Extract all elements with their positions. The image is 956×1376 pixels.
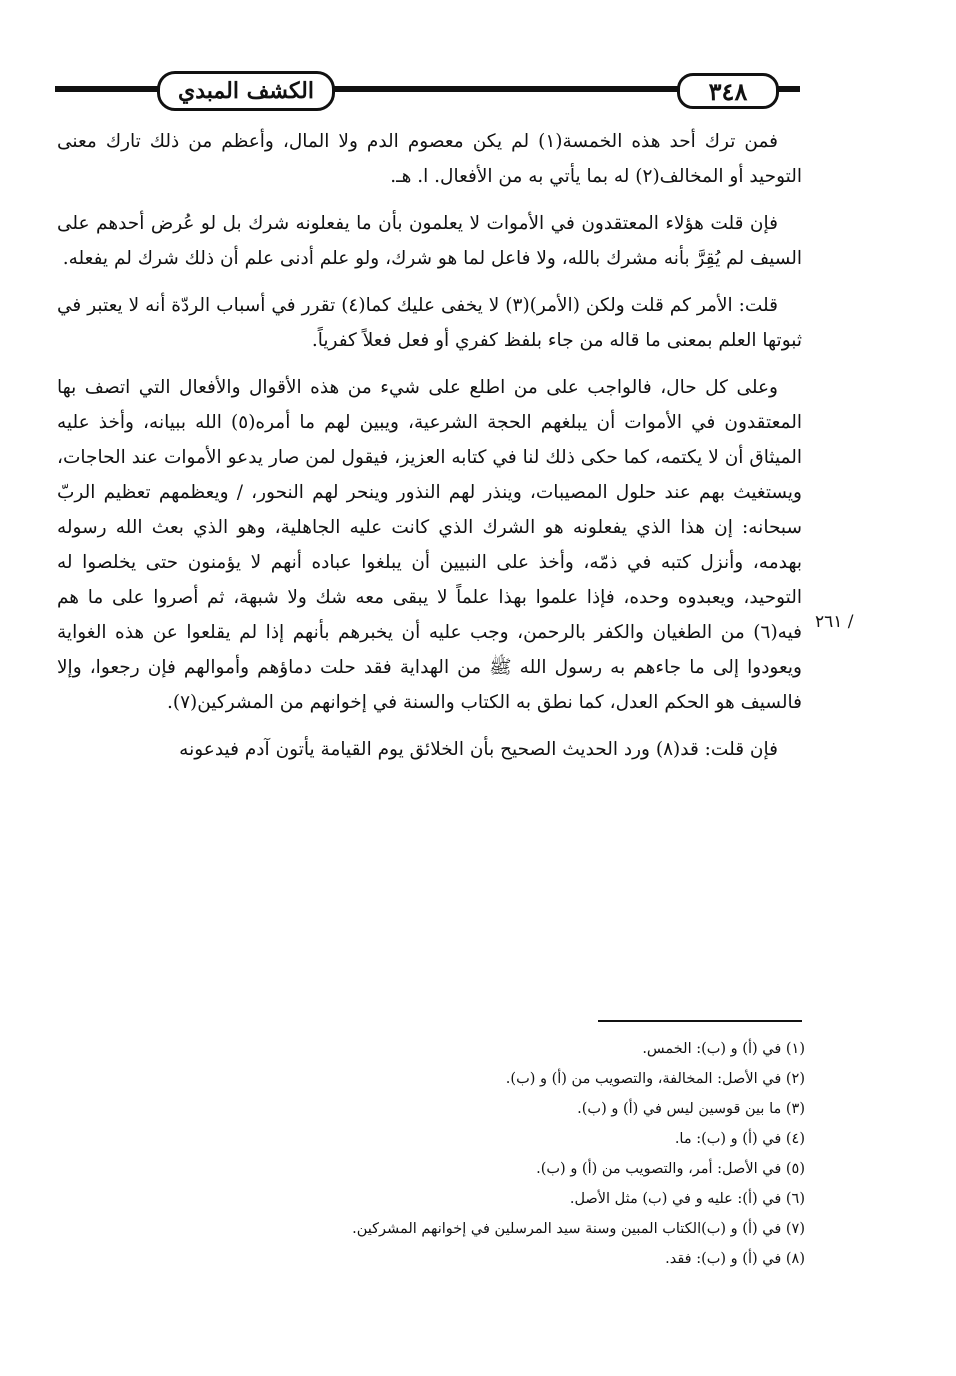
paragraph: فإن قلت هؤلاء المعتقدون في الأموات لا يعلمون بأن ما يفعلونه شرك بل لو عُرض أحدهم على السيف لم يُقِرَّ بأنه مشرك بالله، ولا فاعل لما هو شرك، ولو علم أدنى علم أن ذلك شرك لم يفعله. — [57, 213, 802, 269]
footnote: (٣) ما بين قوسين ليس في (أ) و (ب). — [577, 1101, 805, 1117]
paragraph: قلت: الأمر كم قلت ولكن (الأمر)(٣) لا يخفى عليك كما(٤) تقرر في أسباب الردّة أنه لا يعتبر في ثبوتها العلم بمعنى ما قاله من جاء بلفظ كفري أو فعل فعلاً كفرياً. — [57, 295, 802, 351]
paragraph: فمن ترك أحد هذه الخمسة(١) لم يكن معصوم الدم ولا المال، وأعظم من ذلك تارك معنى التوحيد أو المخالف(٢) له بما يأتي به من الأفعال. ا. هـ. — [57, 131, 802, 187]
footnotes — [200, 1034, 805, 1274]
book-title: الكشف المبدي — [178, 78, 314, 104]
footnote-separator — [598, 1020, 802, 1022]
manuscript-page-marker: / ٢٦١ — [815, 612, 854, 632]
page-header — [55, 68, 800, 110]
page-number: ٣٤٨ — [708, 76, 748, 106]
page-number-cartouche — [677, 73, 779, 109]
footnote: (٥) في الأصل: أمر، والتصويب من (أ) و (ب). — [536, 1161, 805, 1177]
footnote: (٦) في (أ): عليه و في (ب) مثل الأصل. — [569, 1191, 805, 1207]
book-title-cartouche — [157, 71, 335, 111]
paragraph: فإن قلت: قد(٨) ورد الحديث الصحيح بأن الخلائق يوم القيامة يأتون آدم فيدعونه — [179, 739, 778, 760]
footnote: (٨) في (أ) و (ب): فقد. — [665, 1251, 805, 1267]
main-text — [57, 124, 802, 779]
footnote: (٢) في الأصل: المخالفة، والتصويب من (أ) و (ب). — [505, 1071, 805, 1087]
footnote: (٤) في (أ) و (ب): ما. — [674, 1131, 805, 1147]
footnote: (٧) في (أ) و (ب)الكتاب المبين وسنة سيد المرسلين في إخوانهم المشركين. — [352, 1221, 805, 1237]
footnote: (١) في (أ) و (ب): الخمس. — [642, 1041, 805, 1057]
paragraph: وعلى كل حال، فالواجب على من اطلع على شيء من هذه الأقوال والأفعال التي اتصف بها المعتقدون في الأموات أن يبلغهم الحجة الشرعية، ويبين لهم ما أمره(٥) الله ببيانه، وأخذ عليه الميثاق أن لا يكتمه، كما حكى ذلك لنا في كتابه العزيز، فيقول لمن صار يدعو الأموات عند الحاجات، ويستغيث بهم عند حلول المصيبات، وينذر لهم النذور وينحر لهم النحور، / ويعظمهم تعظيم الربّ سبحانه: إن هذا الذي يفعلونه هو الشرك الذي كانت عليه الجاهلية، وهو الذي بعث الله رسوله بهدمه، وأنزل كتبه في ذمّه، وأخذ على النبيين أن يبلغوا عباده أنهم لا يؤمنون حتى يخلصوا له التوحيد، ويعبدوه وحده، فإذا علموا بهذا علماً لا يبقى معه شك ولا شبهة، ثم أصروا على ما هم فيه(٦) من الطغيان والكفر بالرحمن، وجب عليه أن يخبرهم بأنهم إذا لم يقلعوا عن هذه الغواية ويعودوا إلى ما جاءهم به رسول الله ﷺ من الهداية فقد حلت دماؤهم وأموالهم فإن رجعوا، وإلا فالسيف هو الحكم العدل، كما نطق به الكتاب والسنة في إخوانهم من المشركين(٧). — [57, 377, 803, 713]
